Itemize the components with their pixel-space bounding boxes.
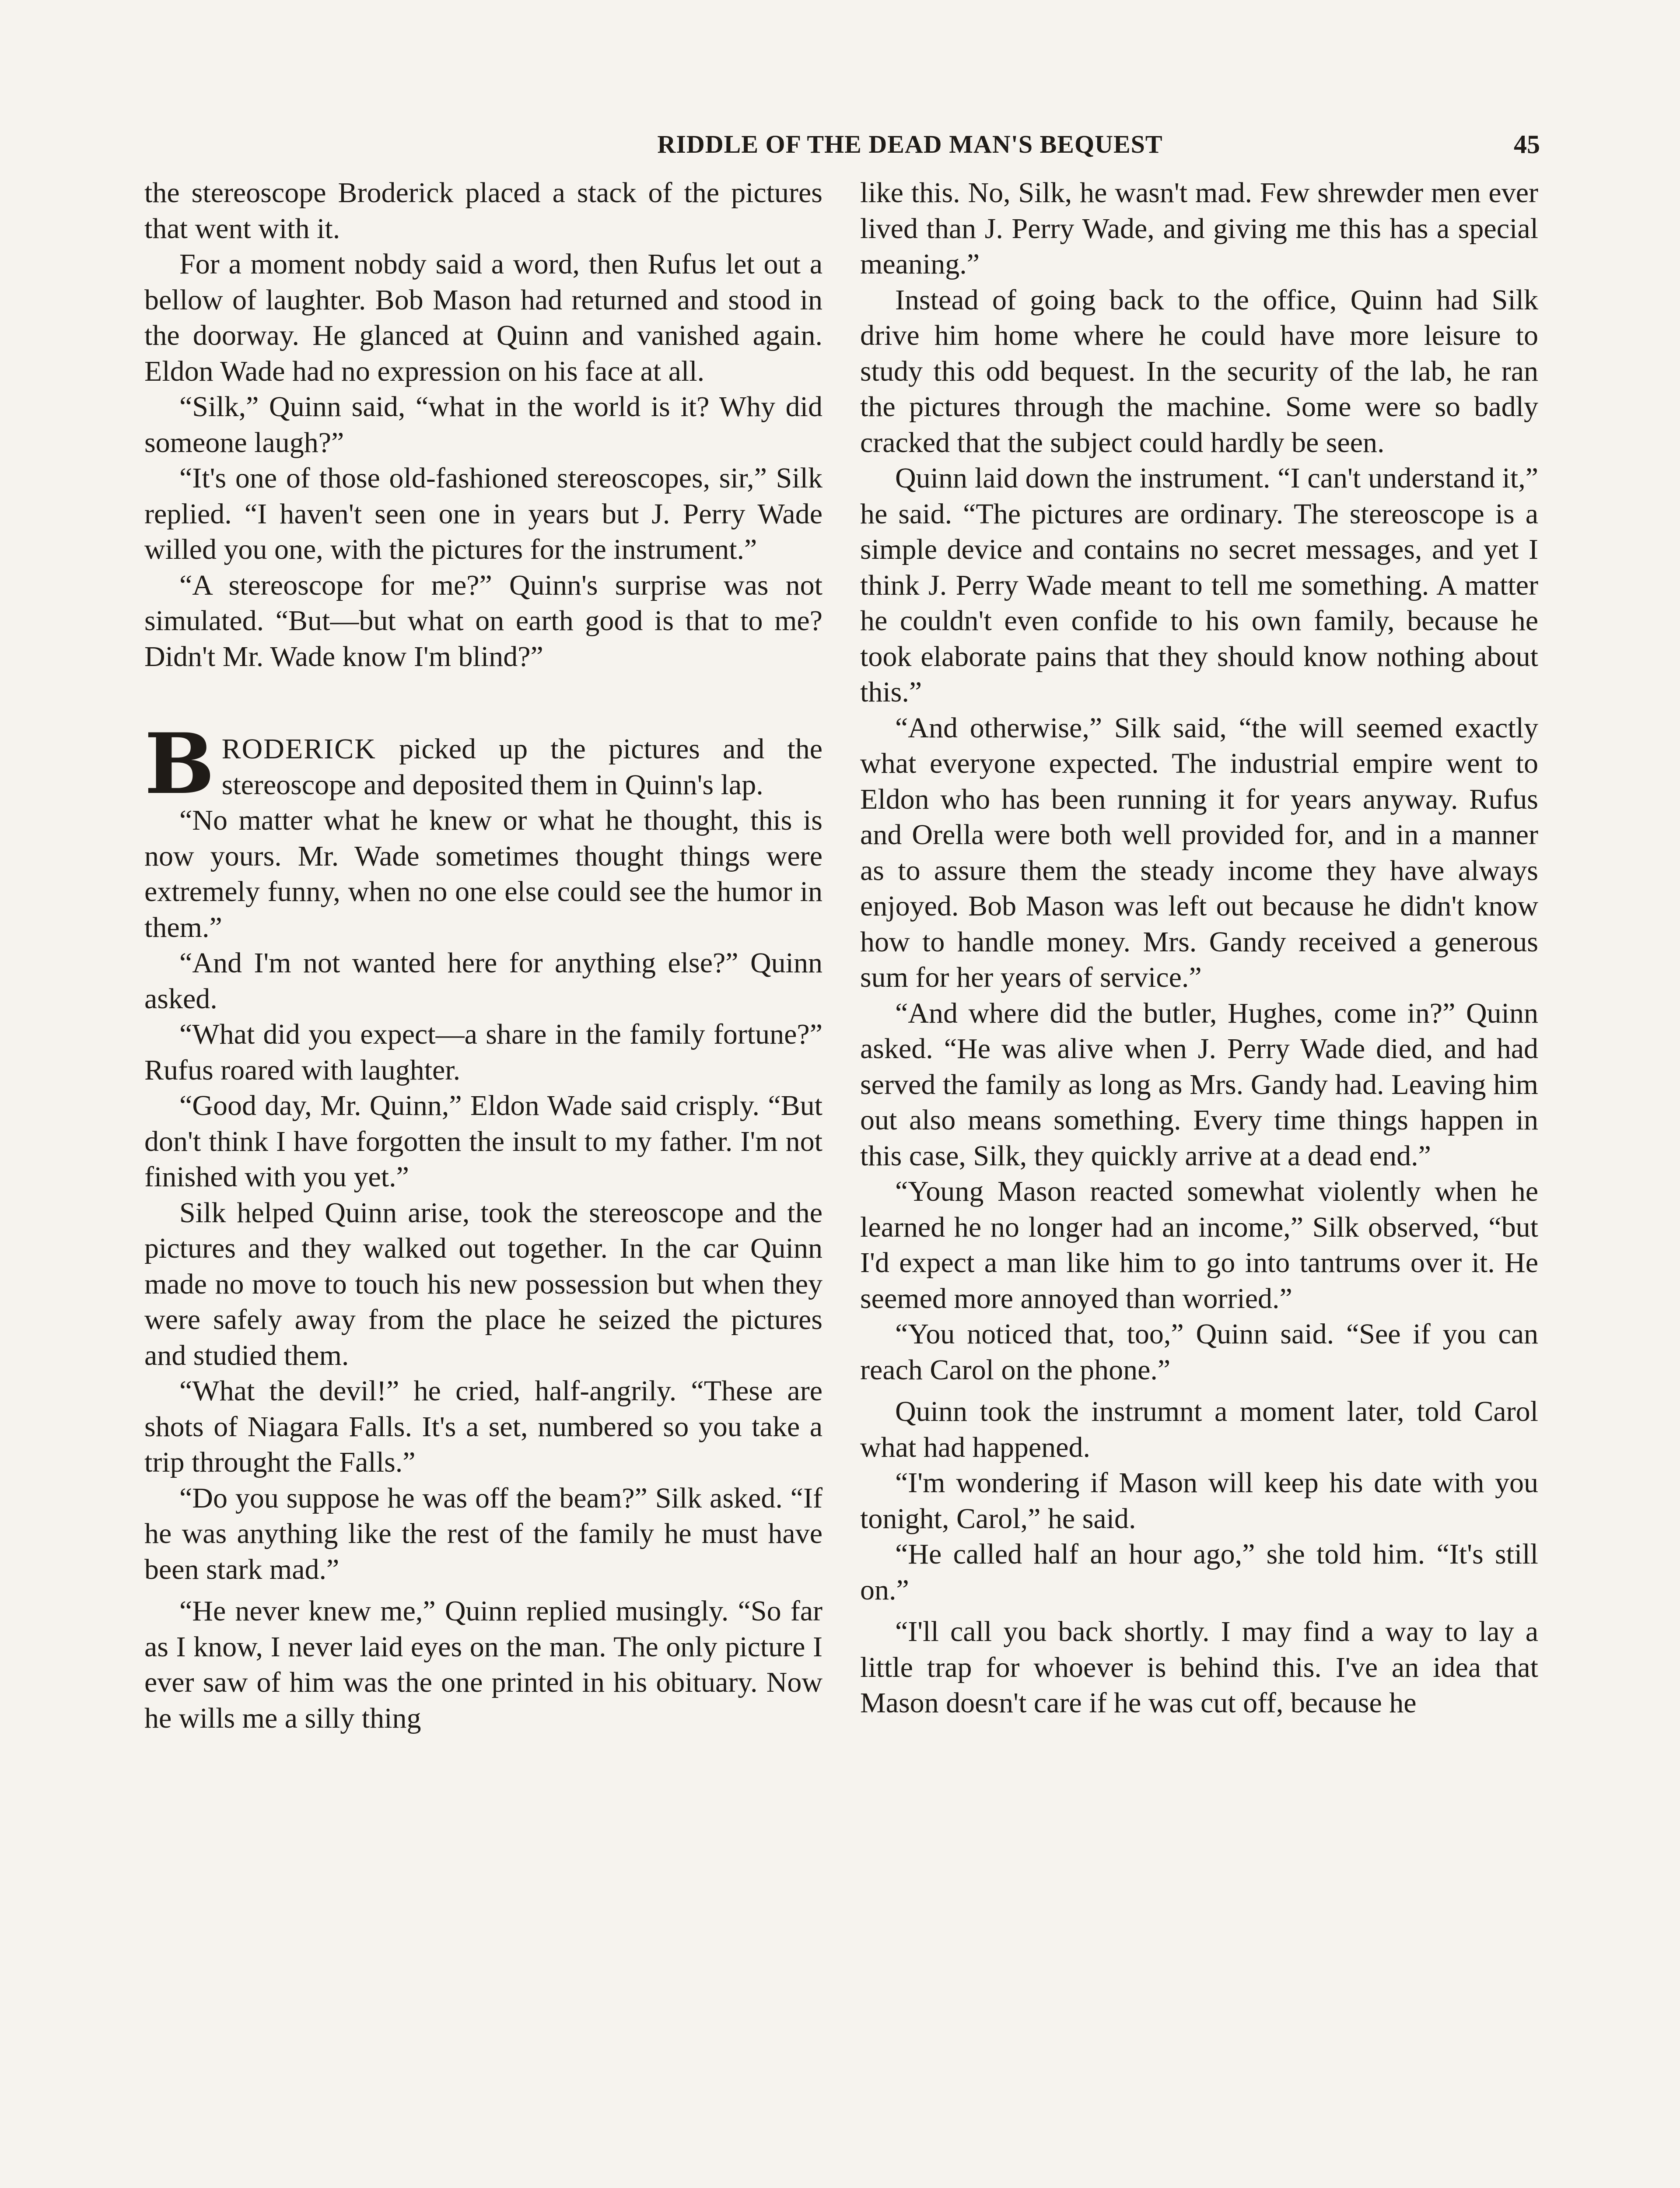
paragraph: “Young Mason reacted somewhat violently when he learned he no longer had an income,” Silk observed, “but I'd expect a man like him to go into tantrums over it. He seemed more annoyed than worried.” — [860, 1175, 1538, 1315]
paragraph: “Do you suppose he was off the beam?” Silk asked. “If he was anything like the rest of the family he must have been stark mad.” — [144, 1482, 822, 1585]
running-title: RIDDLE OF THE DEAD MAN'S BEQUEST — [657, 130, 1163, 158]
paragraph: For a moment nobdy said a word, then Rufus let out a bellow of laughter. Bob Mason had returned and stood in the doorway. He glanced at Quinn and vanished again. Eldon Wade had no expression on his face at all. — [144, 248, 822, 387]
paragraph: “It's one of those old-fashioned stereoscopes, sir,” Silk replied. “I haven't seen one in years but J. Perry Wade willed you one, with the pictures for the instrument.” — [144, 462, 822, 565]
paragraph: Silk helped Quinn arise, took the stereoscope and the pictures and they walked out together. In the car Quinn made no move to touch his new possession but when they were safely away from the place he seized the pictures and studied them. — [144, 1196, 822, 1371]
paragraph: “He called half an hour ago,” she told him. “It's still on.” — [860, 1538, 1538, 1606]
paragraph: “What the devil!” he cried, half-angrily. “These are shots of Niagara Falls. It's a set, numbered so you take a trip throught the Falls.” — [144, 1375, 822, 1478]
paragraph: Quinn took the instrumnt a moment later, told Carol what had happened. — [860, 1396, 1538, 1463]
dropcap-wrapper — [144, 715, 215, 813]
paragraph: “And otherwise,” Silk said, “the will seemed exactly what everyone expected. The industrial empire went to Eldon who has been running it for years anyway. Rufus and Orella were both well provided for, and in a manner as to assure them the steady income they have always enjoyed. Bob Mason was left out because he didn't know how to handle money. Mrs. Gandy received a generous sum for her years of service.” — [860, 712, 1538, 993]
paragraph: like this. No, Silk, he wasn't mad. Few shrewder men ever lived than J. Perry Wade, and giving me this has a special meaning.” — [860, 177, 1538, 280]
paragraph: Quinn laid down the instrument. “I can't understand it,” he said. “The pictures are ordinary. The stereoscope is a simple device and contains no secret messages, and yet I think J. Perry Wade meant to tell me something. A matter he couldn't even confide to his own family, because he took elaborate pains that they should know nothing about this.” — [860, 462, 1538, 708]
running-head — [144, 130, 1544, 169]
paragraph: Instead of going back to the office, Quinn had Silk drive him home where he could have more leisure to study this odd bequest. In the security of the lab, he ran the pictures through the machine. Some were so badly cracked that the subject could hardly be seen. — [860, 284, 1538, 459]
paragraph: “You noticed that, too,” Quinn said. “See if you can reach Carol on the phone.” — [860, 1318, 1538, 1386]
page-number: 45 — [1514, 130, 1540, 159]
paragraph: the stereoscope Broderick placed a stack of the pictures that went with it. — [144, 177, 822, 245]
paragraph: “I'm wondering if Mason will keep his date with you tonight, Carol,” he said. — [860, 1467, 1538, 1535]
paragraph: “He never knew me,” Quinn replied musingly. “So far as I know, I never laid eyes on the man. The only picture I ever saw of him was the one printed in his obituary. Now he wills me a silly thing — [144, 1595, 822, 1734]
dropcap-word-rest: RODERICK — [221, 733, 376, 765]
paragraph: “And I'm not wanted here for anything else?” Quinn asked. — [144, 947, 822, 1015]
paragraph: “And where did the butler, Hughes, come in?” Quinn asked. “He was alive when J. Perry Wade died, and had served the family as long as Mrs. Gandy had. Leaving him out also means something. Every time things happen in this case, Silk, they quickly arrive at a dead end.” — [860, 997, 1538, 1172]
paragraph: “Silk,” Quinn said, “what in the world is it? Why did someone laugh?” — [144, 391, 822, 459]
dropcap-paragraph-rest: picked up the pictures and the stereoscope and deposited them in Quinn's lap. — [221, 733, 822, 801]
paragraph: “Good day, Mr. Quinn,” Eldon Wade said crisply. “But don't think I have forgotten the insult to my father. I'm not finished with you yet.” — [144, 1090, 822, 1193]
paragraph: “A stereoscope for me?” Quinn's surprise was not simulated. “But—but what on earth good is that to me? Didn't Mr. Wade know I'm blind?” — [144, 569, 822, 673]
paragraph: “What did you expect—a share in the family fortune?” Rufus roared with laughter. — [144, 1018, 822, 1086]
right-column — [860, 175, 1538, 2188]
section-opening-paragraph — [144, 715, 822, 813]
dropcap: B — [144, 715, 215, 813]
paragraph: “I'll call you back shortly. I may find a way to lay a little trap for whoever is behind this. I've an idea that Mason doesn't care if he was cut off, because he — [860, 1616, 1538, 1719]
paragraph: “No matter what he knew or what he thought, this is now yours. Mr. Wade sometimes thought things were extremely funny, when no one else could see the humor in them.” — [144, 804, 822, 943]
left-column — [144, 175, 822, 2188]
